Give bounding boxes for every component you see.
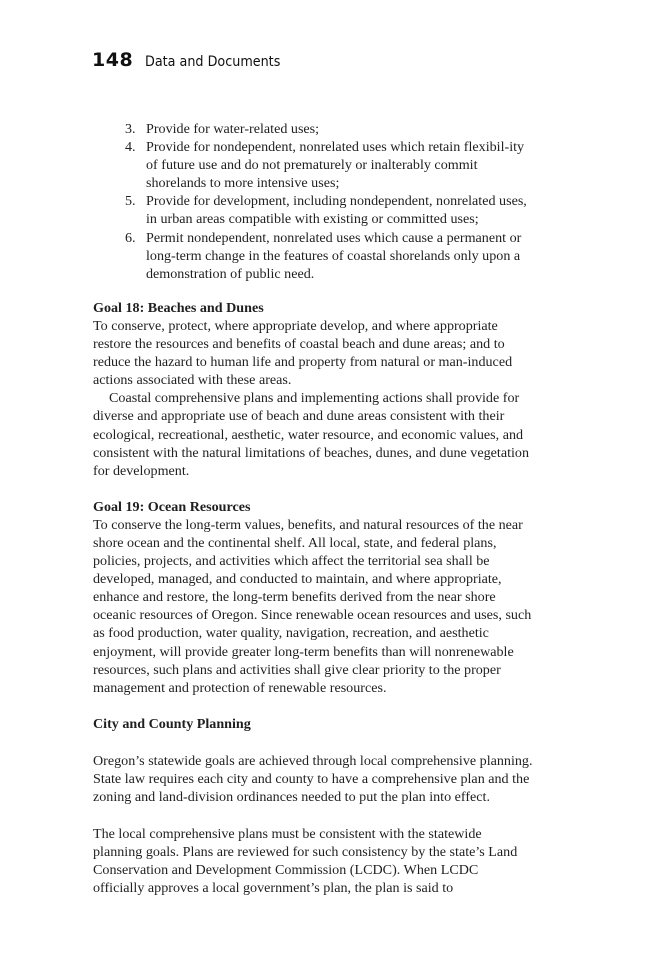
list-item-text: Provide for water-related uses; — [146, 121, 320, 137]
goal18-heading: Goal 18: Beaches and Dunes — [93, 299, 264, 316]
list-item — [93, 229, 533, 283]
goal18-paragraph: To conserve, protect, where appropriate develop, and where appropriate restore the resources and benefits of coastal beach and dune areas; and to reduce the hazard to human life and property from natural or man-induced actions associated with these areas. — [93, 317, 513, 389]
spacer — [93, 697, 533, 715]
spacer — [93, 806, 533, 825]
list-item-number: 3. — [125, 121, 136, 137]
city-county-paragraph: Oregon’s statewide goals are achieved through local comprehensive planning. State law requires each city and county to have a comprehensive plan and the zoning and land-division ordinances needed to put the plan into effect. — [93, 752, 533, 806]
numbered-list — [93, 120, 533, 283]
goal18-paragraph-2: Coastal comprehensive plans and implementing actions shall provide for diverse and appropriate use of beach and dune areas consistent with their ecological, recreational, aesthetic, water resource, and economic values, and consistent with the natural limitations of beaches, dunes, and dune vegetation for development. — [93, 390, 530, 479]
goal19-heading: Goal 19: Ocean Resources — [93, 498, 251, 515]
page-body — [93, 120, 533, 898]
running-head — [92, 49, 299, 71]
list-item-number: 6. — [125, 229, 136, 246]
page-number: 148 — [92, 49, 134, 71]
running-title: Data and Documents — [145, 54, 281, 70]
goal19-paragraph: To conserve the long-term values, benefits, and natural resources of the near shore ocean and the continental shelf. All local, state, and federal plans, policies, projects, and activities which affect the territorial sea shall be developed, managed, and conducted to maintain, and where appropriate, enhance and restore, the long-term benefits derived from the near shore oceanic resources of Oregon. Since renewable ocean resources and uses, such as food production, water quality, navigation, recreation, and aesthetic enjoyment, will provide greater long-term benefits than will nonrenewable resources, such plans and activities shall give clear priority to the proper management and protection of renewable resources. — [93, 516, 532, 696]
list-item-number: 4. — [125, 139, 136, 156]
city-county-paragraph-2: The local comprehensive plans must be consistent with the statewide planning goals. Plans are reviewed for such consistency by the state’s Land Conservation and Development Commission (LCDC). When LCDC officially approves a local government’s plan, the plan is said to — [93, 826, 518, 897]
list-item — [93, 138, 533, 192]
spacer — [93, 733, 533, 752]
section-heading: City and County Planning — [93, 715, 251, 732]
list-item — [93, 120, 533, 138]
list-item-text: Permit nondependent, nonrelated uses which cause a permanent or long-term change in the features of coastal shorelands only upon a demonstration of public need. — [146, 229, 522, 282]
list-item-number: 5. — [125, 193, 136, 210]
list-item-text: Provide for development, including nondependent, nonrelated uses, in urban areas compatible with existing or committed uses; — [146, 193, 527, 228]
spacer — [93, 480, 533, 498]
list-item-text: Provide for nondependent, nonrelated uses which retain flexibil-ity of future use and do not prematurely or inalterably commit shorelands to more intensive uses; — [146, 139, 525, 192]
list-item — [93, 192, 533, 228]
